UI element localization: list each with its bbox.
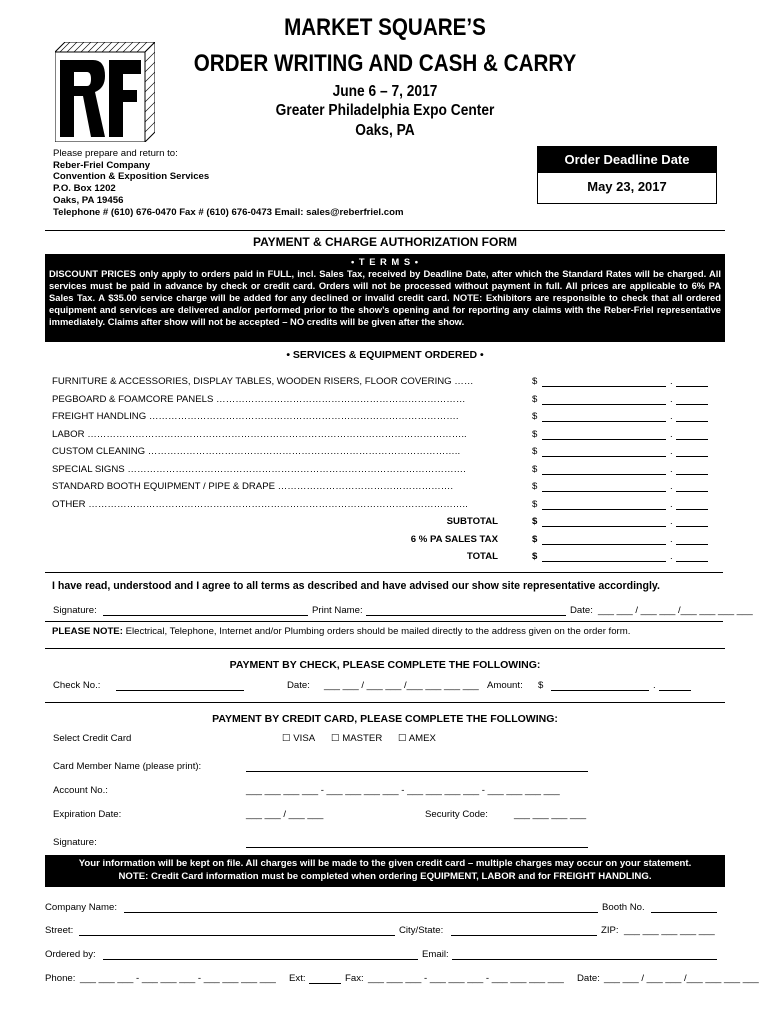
service-row (52, 429, 717, 443)
please-note (52, 626, 630, 637)
street-field[interactable] (79, 935, 395, 936)
deadline-label: Order Deadline Date (538, 147, 716, 173)
check-no-label: Check No.: (53, 680, 101, 691)
visa-checkbox[interactable]: ☐ VISA (282, 733, 316, 744)
card-notice (45, 855, 725, 887)
service-label: PEGBOARD & FOAMCORE PANELS …………………………………………………………………… (52, 393, 466, 405)
check-amount-field[interactable] (551, 690, 649, 691)
event-dates: June 6 – 7, 2017 (332, 83, 438, 100)
return-address (53, 148, 403, 218)
card-notice-line1: Your information will be kept on file. All charges will be made to the given credit card – multiple charges may occur on your statement. (78, 858, 692, 869)
email-label: Email: (422, 949, 449, 960)
cents-field[interactable] (676, 544, 708, 545)
account-label: Account No.: (53, 785, 108, 796)
decimal-point: . (670, 463, 673, 475)
phone-field[interactable]: ___ ___ ___ - ___ ___ ___ - ___ ___ ___ ___ (80, 973, 276, 984)
address-contact: Telephone # (610) 676-0470 Fax # (610) 676-0473 Email: sales@reberfriel.com (53, 206, 404, 218)
event-venue: Greater Philadelphia Expo Center (275, 102, 495, 119)
service-label: LABOR ……………………………………………………………………………………………………….. (52, 428, 467, 440)
booth-field[interactable] (651, 912, 717, 913)
ordered-by-label: Ordered by: (45, 949, 96, 960)
service-row (52, 446, 717, 460)
select-card-label: Select Credit Card (53, 733, 132, 744)
service-row (52, 376, 717, 390)
address-company: Reber-Friel Company (53, 159, 151, 171)
master-checkbox[interactable]: ☐ MASTER (331, 733, 383, 744)
currency-sign: $ (532, 428, 538, 440)
citystate-field[interactable] (451, 935, 597, 936)
cents-field[interactable] (676, 404, 708, 405)
total-row (52, 534, 717, 548)
currency-sign: $ (532, 463, 538, 475)
decimal-point: . (670, 533, 673, 545)
card-member-field[interactable] (246, 771, 588, 772)
currency-sign: $ (532, 533, 538, 545)
agreement-date-field[interactable]: ___ ___ / ___ ___ /___ ___ ___ ___ (598, 605, 753, 616)
service-label: STANDARD BOOTH EQUIPMENT / PIPE & DRAPE ………………………………………………. (52, 481, 454, 492)
check-currency: $ (538, 680, 544, 691)
expiration-label: Expiration Date: (53, 809, 122, 820)
ext-field[interactable] (309, 983, 341, 984)
amount-field[interactable] (542, 404, 666, 405)
security-code-label: Security Code: (425, 809, 488, 820)
account-field[interactable]: ___ ___ ___ ___ - ___ ___ ___ ___ - ___ ___ ___ ___ - ___ ___ ___ ___ (246, 785, 560, 796)
company-name-label: Company Name: (45, 902, 117, 913)
street-label: Street: (45, 925, 74, 936)
security-code-field[interactable]: ___ ___ ___ ___ (514, 809, 587, 820)
amount-field[interactable] (542, 456, 666, 457)
bottom-date-label: Date: (577, 973, 600, 984)
agreement-date-label: Date: (570, 605, 593, 616)
card-member-label: Card Member Name (please print): (53, 761, 202, 772)
cents-field[interactable] (676, 561, 708, 562)
deadline-date: May 23, 2017 (587, 179, 667, 194)
currency-sign: $ (532, 516, 538, 527)
cents-field[interactable] (676, 386, 708, 387)
service-label: FURNITURE & ACCESSORIES, DISPLAY TABLES, WOODEN RISERS, FLOOR COVERING …… (52, 376, 474, 387)
total-label: SUBTOTAL (446, 516, 498, 527)
signature-line[interactable] (103, 615, 308, 616)
bottom-date-field[interactable]: ___ ___ / ___ ___ /___ ___ ___ ___ (604, 973, 759, 984)
divider (45, 702, 725, 703)
amount-field[interactable] (542, 474, 666, 475)
amount-field[interactable] (542, 561, 666, 562)
check-date-label: Date: (287, 680, 310, 691)
currency-sign: $ (532, 393, 538, 405)
cents-field[interactable] (676, 491, 708, 492)
title-market-square: MARKET SQUARE’S (284, 14, 486, 41)
cents-field[interactable] (676, 526, 708, 527)
cents-field[interactable] (676, 456, 708, 457)
decimal-point: . (670, 428, 673, 440)
amount-field[interactable] (542, 491, 666, 492)
ordered-by-field[interactable] (103, 959, 418, 960)
check-amount-label: Amount: (487, 680, 523, 691)
check-heading: PAYMENT BY CHECK, PLEASE COMPLETE THE FOLLOWING: (229, 659, 541, 671)
decimal-point: . (670, 498, 673, 510)
address-box: P.O. Box 1202 (53, 183, 116, 195)
service-row (52, 394, 717, 408)
amount-field[interactable] (542, 509, 666, 510)
currency-sign: $ (532, 411, 538, 422)
print-name-line[interactable] (366, 615, 566, 616)
decimal-point: . (670, 446, 673, 457)
expiration-field[interactable]: ___ ___ / ___ ___ (246, 809, 324, 820)
deadline-box (537, 146, 717, 204)
booth-label: Booth No. (602, 902, 645, 913)
currency-sign: $ (532, 551, 538, 562)
currency-sign: $ (532, 376, 538, 387)
service-label: CUSTOM CLEANING …………………………………………………………………………………….. (52, 446, 461, 457)
service-label: FREIGHT HANDLING ……………………………………………………………………………………. (52, 411, 459, 422)
service-label: SPECIAL SIGNS ……………………………………………………………………………………………. (52, 463, 466, 475)
currency-sign: $ (532, 481, 538, 492)
citystate-label: City/State: (399, 925, 444, 936)
decimal-point: . (670, 393, 673, 405)
check-date-field[interactable]: ___ ___ / ___ ___ /___ ___ ___ ___ (324, 680, 479, 691)
address-intro: Please prepare and return to: (53, 148, 178, 159)
decimal-point: . (670, 411, 673, 422)
check-cents-field[interactable] (659, 690, 691, 691)
agreement-text: I have read, understood and I agree to all terms as described and have advised our show site representative accordingly. (52, 580, 660, 592)
amex-checkbox[interactable]: ☐ AMEX (398, 733, 436, 744)
amount-field[interactable] (542, 526, 666, 527)
terms-body: DISCOUNT PRICES only apply to orders paid in FULL, incl. Sales Tax, received by Deadline Date, after which the Standard Rates will be charged. All services must be paid in advance by check or credit card. Orders will not be processed without payment in full. All prices are applicable to 6% PA Sales Tax. A $35.00 service charge will be added for any declined or invalid credit card. NOTE: Exhibitors are responsible to check that all ordered equipment and services are delivered and/or performed prior to the show’s opening and for reporting any claims with the Reber-Friel representative immediately. Claims after show will not be accepted – NO credits will be given after the show. (49, 268, 721, 328)
divider (45, 648, 725, 649)
address-citystate: Oaks, PA 19456 (53, 194, 124, 206)
amount-field[interactable] (542, 439, 666, 440)
terms-heading: • T E R M S • (350, 256, 419, 267)
terms-box (45, 254, 725, 342)
check-no-field[interactable] (116, 690, 244, 691)
rf-cube-logo-icon (55, 42, 155, 142)
amount-field[interactable] (542, 386, 666, 387)
total-label: TOTAL (466, 551, 498, 562)
cents-field[interactable] (676, 474, 708, 475)
decimal-point: . (670, 481, 673, 492)
total-row (52, 516, 717, 530)
signature-label: Signature: (53, 605, 97, 616)
zip-field[interactable]: ___ ___ ___ ___ ___ (624, 925, 715, 936)
please-note-label: PLEASE NOTE: (52, 626, 123, 637)
amount-field[interactable] (542, 421, 666, 422)
service-label: OTHER ……………………………………………………………………………………………………….. (52, 498, 468, 510)
decimal-point: . (670, 551, 673, 562)
cents-field[interactable] (676, 421, 708, 422)
email-field[interactable] (452, 959, 717, 960)
cents-field[interactable] (676, 509, 708, 510)
check-decimal: . (653, 680, 656, 691)
card-signature-label: Signature: (53, 837, 97, 848)
total-row (52, 551, 717, 565)
service-row (52, 411, 717, 425)
zip-label: ZIP: (601, 925, 619, 936)
card-notice-line2: NOTE: Credit Card information must be completed when ordering EQUIPMENT, LABOR and for FREIGHT HANDLING. (118, 871, 652, 882)
currency-sign: $ (532, 446, 538, 457)
phone-label: Phone: (45, 973, 76, 984)
decimal-point: . (670, 516, 673, 527)
service-row (52, 481, 717, 495)
amount-field[interactable] (542, 544, 666, 545)
please-note-text: Electrical, Telephone, Internet and/or Plumbing orders should be mailed directly to the address given on the order form. (122, 626, 631, 637)
total-label: 6 % PA SALES TAX (410, 533, 498, 545)
service-row (52, 464, 717, 478)
service-row (52, 499, 717, 513)
form-title: PAYMENT & CHARGE AUTHORIZATION FORM (253, 235, 517, 249)
fax-field[interactable]: ___ ___ ___ - ___ ___ ___ - ___ ___ ___ ___ (368, 973, 564, 984)
title-order-writing: ORDER WRITING AND CASH & CARRY (193, 50, 577, 77)
decimal-point: . (670, 376, 673, 387)
cents-field[interactable] (676, 439, 708, 440)
services-heading: • SERVICES & EQUIPMENT ORDERED • (286, 349, 484, 361)
fax-label: Fax: (345, 973, 364, 984)
address-division: Convention & Exposition Services (53, 171, 210, 183)
print-name-label: Print Name: (312, 605, 363, 616)
card-signature-field[interactable] (246, 847, 588, 848)
card-heading: PAYMENT BY CREDIT CARD, PLEASE COMPLETE THE FOLLOWING: (212, 713, 558, 725)
divider (45, 230, 725, 231)
ext-label: Ext: (289, 973, 306, 984)
currency-sign: $ (532, 498, 538, 510)
company-name-field[interactable] (124, 912, 598, 913)
event-city: Oaks, PA (355, 122, 415, 139)
